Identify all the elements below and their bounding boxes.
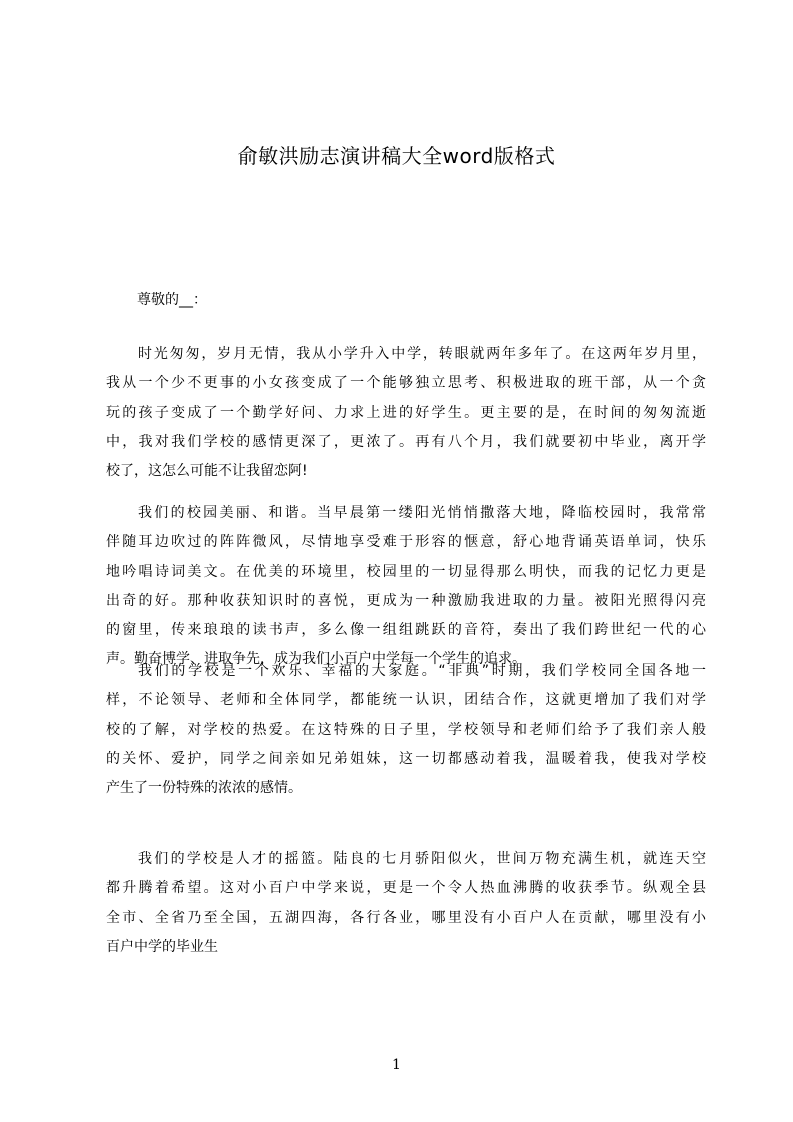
paragraph-line: 都升腾着希望。这对小百户中学来说，更是一个令人热血沸腾的收获季节。纵观全县 xyxy=(106,880,706,897)
salutation: 尊敬的__： xyxy=(137,292,207,308)
paragraph-line: 中，我对我们学校的感情更深了，更浓了。再有八个月，我们就要初中毕业，离开学 xyxy=(106,433,706,450)
paragraph-line: 校的了解，对学校的热爱。在这特殊的日子里，学校领导和老师们给予了我们亲人般 xyxy=(106,721,706,738)
paragraph-line: 全市、全省乃至全国，五湖四海，各行各业，哪里没有小百户人在贡献，哪里没有小 xyxy=(106,909,706,926)
paragraph-line: 地吟唱诗词美文。在优美的环境里，校园里的一切显得那么明快，而我的记忆力更是 xyxy=(106,563,706,580)
paragraph-line: 声。勤奋博学、进取争先，成为我们小百户中学每一个学生的追求。 xyxy=(106,651,526,668)
paragraph-line: 玩的孩子变成了一个勤学好问、力求上进的好学生。更主要的是，在时间的匆匆流逝 xyxy=(106,404,706,421)
paragraph-line: 产生了一份特殊的浓浓的感情。 xyxy=(106,780,302,797)
paragraph-line: 我从一个少不更事的小女孩变成了一个能够独立思考、积极进取的班干部，从一个贪 xyxy=(106,375,706,392)
paragraph-4 xyxy=(106,845,706,962)
paragraph-line: 我们的学校是人才的摇篮。陆良的七月骄阳似火，世间万物充满生机，就连天空 xyxy=(138,851,706,867)
paragraph-1 xyxy=(106,340,706,486)
paragraph-line: 时光匆匆，岁月无情，我从小学升入中学，转眼就两年多年了。在这两年岁月里， xyxy=(138,346,706,362)
paragraph-line: 的关怀、爱护，同学之间亲如兄弟姐妹，这一切都感动着我，温暖着我，使我对学校 xyxy=(106,750,706,767)
paragraph-line: 伴随耳边吹过的阵阵微风，尽情地享受难于形容的惬意，舒心地背诵英语单词，快乐 xyxy=(106,534,706,551)
paragraph-line: 校了，这怎么可能不让我留恋阿! xyxy=(106,463,308,480)
paragraph-line: 百户中学的毕业生 xyxy=(106,938,218,955)
document-title: 俞敏洪励志演讲稿大全word版格式 xyxy=(237,144,556,168)
page-number: 1 xyxy=(392,1057,401,1073)
paragraph-3 xyxy=(106,657,706,803)
paragraph-line: 的窗里，传来琅琅的读书声，多么像一组组跳跃的音符，奏出了我们跨世纪一代的心 xyxy=(106,622,706,639)
paragraph-line: 出奇的好。那种收获知识时的喜悦，更成为一种激励我进取的力量。被阳光照得闪亮 xyxy=(106,592,706,609)
paragraph-2 xyxy=(106,499,706,675)
paragraph-line: 我们的学校是一个欢乐、幸福的大家庭。“非典”时期，我们学校同全国各地一 xyxy=(138,663,706,679)
paragraph-line: 样，不论领导、老师和全体同学，都能统一认识，团结合作，这就更增加了我们对学 xyxy=(106,692,706,709)
paragraph-line: 我们的校园美丽、和谐。当早晨第一缕阳光悄悄撒落大地，降临校园时，我常常 xyxy=(138,505,706,521)
